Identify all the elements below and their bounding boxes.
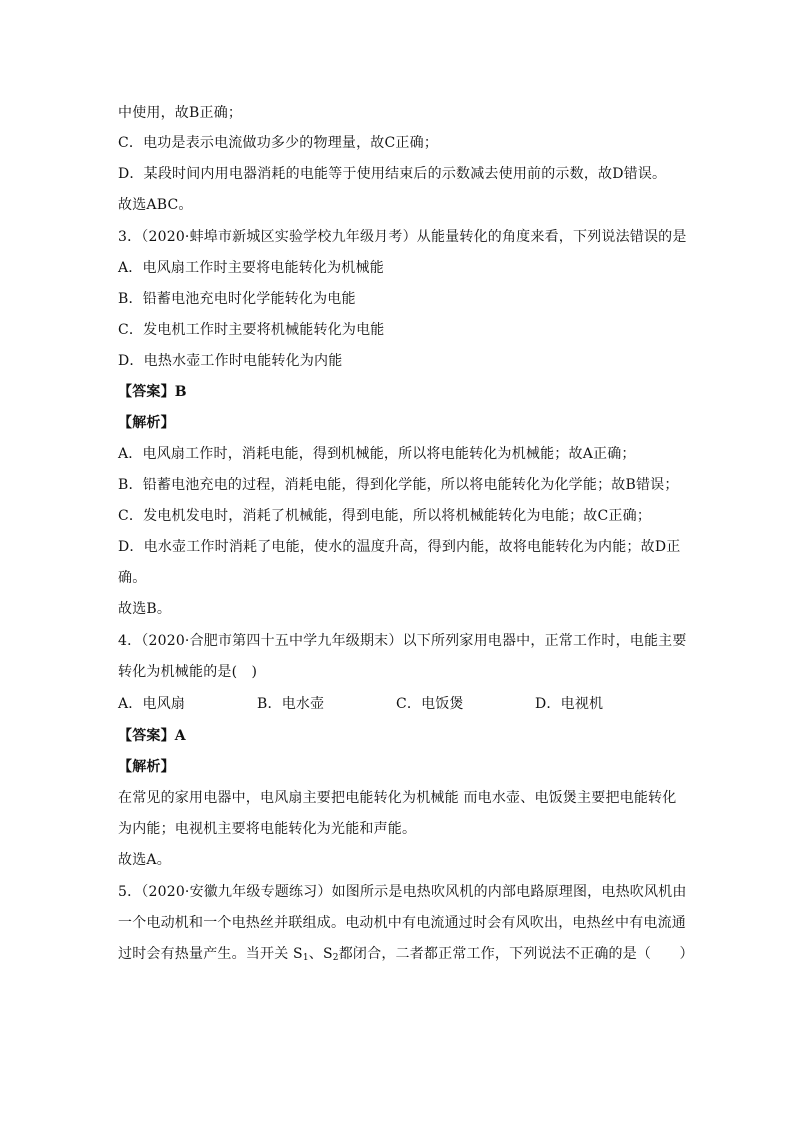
- question-4-option-a: A．电风扇: [118, 696, 186, 712]
- question-3-analysis-heading: 【解析】: [118, 415, 175, 431]
- question-4-option-c: C．电饭煲: [396, 696, 464, 712]
- text-line: 中使用，故B正确；: [118, 105, 243, 121]
- question-3-explanation-d: D．电水壶工作时消耗了电能，使水的温度升高，得到内能，故将电能转化为内能；故D正: [118, 539, 681, 555]
- text-line: 故选ABC。: [118, 197, 193, 213]
- question-4-explanation-cont: 为内能；电视机主要将电能转化为光能和声能。: [118, 821, 417, 837]
- text-line: C．电功是表示电流做功多少的物理量，故C正确；: [118, 135, 439, 151]
- question-4-stem-cont: 转化为机械能的是( ): [118, 664, 258, 680]
- question-3-option-d: D．电热水壶工作时电能转化为内能: [118, 353, 343, 369]
- question-3-option-c: C．发电机工作时主要将机械能转化为电能: [118, 322, 385, 338]
- question-3-option-b: B．铅蓄电池充电时化学能转化为电能: [118, 291, 356, 307]
- question-3-explanation-a: A．电风扇工作时，消耗电能，得到机械能，所以将电能转化为机械能；故A正确；: [118, 446, 636, 462]
- question-5-stem-last: [118, 944, 694, 968]
- question-4-choice: 故选A。: [118, 852, 171, 868]
- question-4-stem: 4．（2020·合肥市第四十五中学九年级期末）以下所列家用电器中，正常工作时，电能主要: [118, 633, 687, 649]
- question-5-text: 过时会有热量产生。当开关 S: [118, 946, 303, 962]
- question-4-options: [118, 694, 688, 714]
- question-3-stem: 3．（2020·蚌埠市新城区实验学校九年级月考）从能量转化的角度来看，下列说法错误的是: [118, 229, 687, 245]
- question-3-explanation-b: B．铅蓄电池充电的过程，消耗电能，得到化学能，所以将电能转化为化学能；故B错误；: [118, 477, 679, 493]
- question-5-stem-cont: 一个电动机和一个电热丝并联组成。电动机中有电流通过时会有风吹出，电热丝中有电流通: [118, 915, 686, 931]
- question-3-explanation-c: C．发电机发电时，消耗了机械能，得到电能，所以将机械能转化为电能；故C正确；: [118, 508, 652, 524]
- question-4-analysis-heading: 【解析】: [118, 759, 175, 775]
- question-4-explanation: 在常见的家用电器中，电风扇主要把电能转化为机械能 而电水壶、电饭煲主要把电能转化: [118, 790, 677, 806]
- question-3-choice: 故选B。: [118, 601, 172, 617]
- question-5-text: 、S: [308, 946, 333, 962]
- switch-2-subscript: 2: [332, 953, 339, 963]
- question-5-text: 都闭合，二者都正常工作，下列说法不正确的是（ ）: [338, 946, 694, 962]
- text-line: D．某段时间内用电器消耗的电能等于使用结束后的示数减去使用前的示数，故D错误。: [118, 166, 667, 182]
- switch-1-subscript: 1: [302, 953, 309, 963]
- question-4-option-b: B．电水壶: [257, 696, 325, 712]
- question-4-option-d: D．电视机: [535, 696, 604, 712]
- question-3-option-a: A．电风扇工作时主要将电能转化为机械能: [118, 260, 384, 276]
- question-5-stem: 5．（2020·安徽九年级专题练习）如图所示是电热吹风机的内部电路原理图，电热吹风机由: [118, 884, 687, 900]
- question-4-answer: 【答案】A: [118, 728, 186, 744]
- question-3-explanation-d-cont: 确。: [118, 570, 147, 586]
- question-3-answer: 【答案】B: [118, 384, 187, 400]
